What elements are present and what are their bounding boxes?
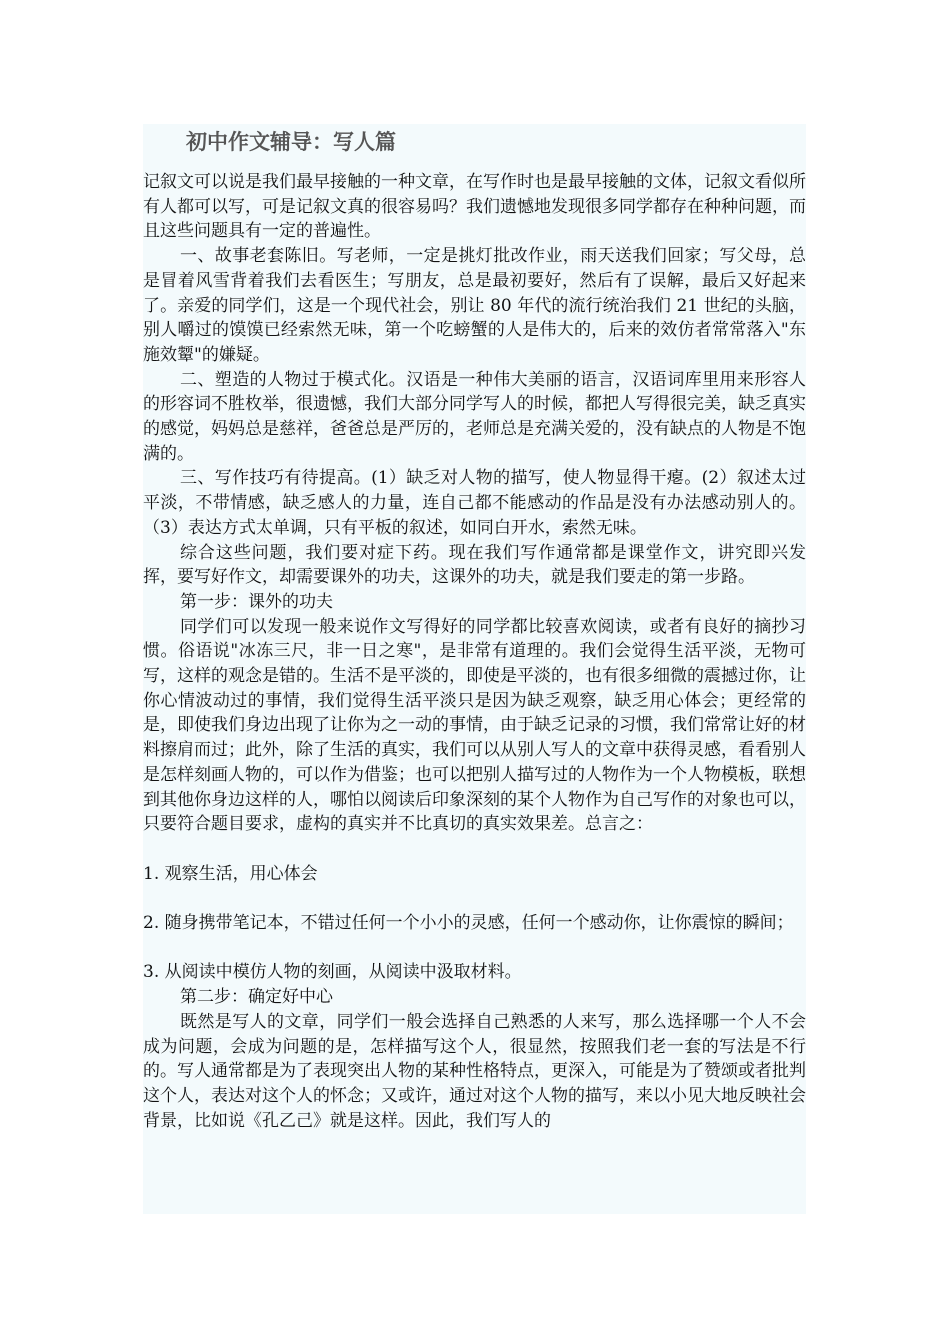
article-body [143,124,806,1214]
title-spacer [143,160,806,170]
blank-line [143,886,806,911]
summary-paragraph: 综合这些问题，我们要对症下药。现在我们写作通常都是课堂作文，讲究即兴发挥，要写好作文，却需要课外的功夫，这课外的功夫，就是我们要走的第一步路。 [143,542,806,588]
step-one-heading: 第一步：课外的功夫 [180,591,333,612]
problem-one-paragraph: 一、故事老套陈旧。写老师，一定是挑灯批改作业，雨天送我们回家；写父母，总是冒着风雪背着我们去看医生；写朋友，总是最初要好，然后有了误解，最后又好起来了。亲爱的同学们，这是一个现代社会，别让 80 年代的流行统治我们 21 世纪的头脑，别人嚼过的馍馍已经索然无味，第一个吃螃蟹的人是伟大的，后来的效仿者常常落入"东施效颦"的嫌疑。 [143,246,806,365]
step-one-paragraph: 同学们可以发现一般来说作文写得好的同学都比较喜欢阅读，或者有良好的摘抄习惯。俗语说"冰冻三尺，非一日之寒"，是非常有道理的。我们会觉得生活平淡，无物可写，这样的观念是错的。生活不是平淡的，即使是平淡的，也有很多细微的震撼过你，让你心情波动过的事情，我们觉得生活平淡只是因为缺乏观察，缺乏用心体会；更经常的是，即使我们身边出现了让你为之一动的事情，由于缺乏记录的习惯，我们常常让好的材料擦肩而过；此外，除了生活的真实，我们可以从别人写人的文章中获得灵感，看看别人是怎样刻画人物的，可以作为借鉴；也可以把别人描写过的人物作为一个人物模板，联想到其他你身边这样的人，哪怕以阅读后印象深刻的某个人物作为自己写作的对象也可以，只要符合题目要求，虚构的真实并不比真切的真实效果差。总言之： [143,616,806,835]
step-two-paragraph: 既然是写人的文章，同学们一般会选择自己熟悉的人来写，那么选择哪一个人不会成为问题，会成为问题的是，怎样描写这个人，很显然，按照我们老一套的写法是不行的。写人通常都是为了表现突出人物的某种性格特点，更深入，可能是为了赞颂或者批判这个人，表达对这个人的怀念；又或许，通过对这个人物的描写，来以小见大地反映社会背景，比如说《孔乙己》就是这样。因此，我们写人的 [143,1011,806,1131]
problem-two-paragraph: 二、塑造的人物过于模式化。汉语是一种伟大美丽的语言，汉语词库里用来形容人的形容词不胜枚举，很遗憾，我们大部分同学写人的时候，都把人写得很完美，缺乏真实的感觉，妈妈总是慈祥，爸爸总是严厉的，老师总是充满关爱的，没有缺点的人物是不饱满的。 [143,369,806,464]
list-item-2: 2. 随身携带笔记本，不错过任何一个小小的灵感，任何一个感动你，让你震惊的瞬间； [143,913,794,934]
problem-three-paragraph: 三、写作技巧有待提高。(1）缺乏对人物的描写，使人物显得干瘪。(2）叙述太过平淡，不带情感，缺乏感人的力量，连自己都不能感动的作品是没有办法感动别人的。（3）表达方式太单调，只有平板的叙述，如同白开水，索然无味。 [143,468,806,538]
blank-line [143,936,806,961]
step-two-heading: 第二步：确定好中心 [180,987,333,1008]
blank-line [143,837,806,862]
list-item-3: 3. 从阅读中模仿人物的刻画，从阅读中汲取材料。 [143,962,522,983]
article-title: 初中作文辅导：写人篇 [186,130,396,154]
intro-paragraph: 记叙文可以说是我们最早接触的一种文章，在写作时也是最早接触的文体，记叙文看似所有人都可以写，可是记叙文真的很容易吗？我们遗憾地发现很多同学都存在种种问题，而且这些问题具有一定的普遍性。 [143,172,806,242]
list-item-1: 1. 观察生活，用心体会 [143,863,318,884]
